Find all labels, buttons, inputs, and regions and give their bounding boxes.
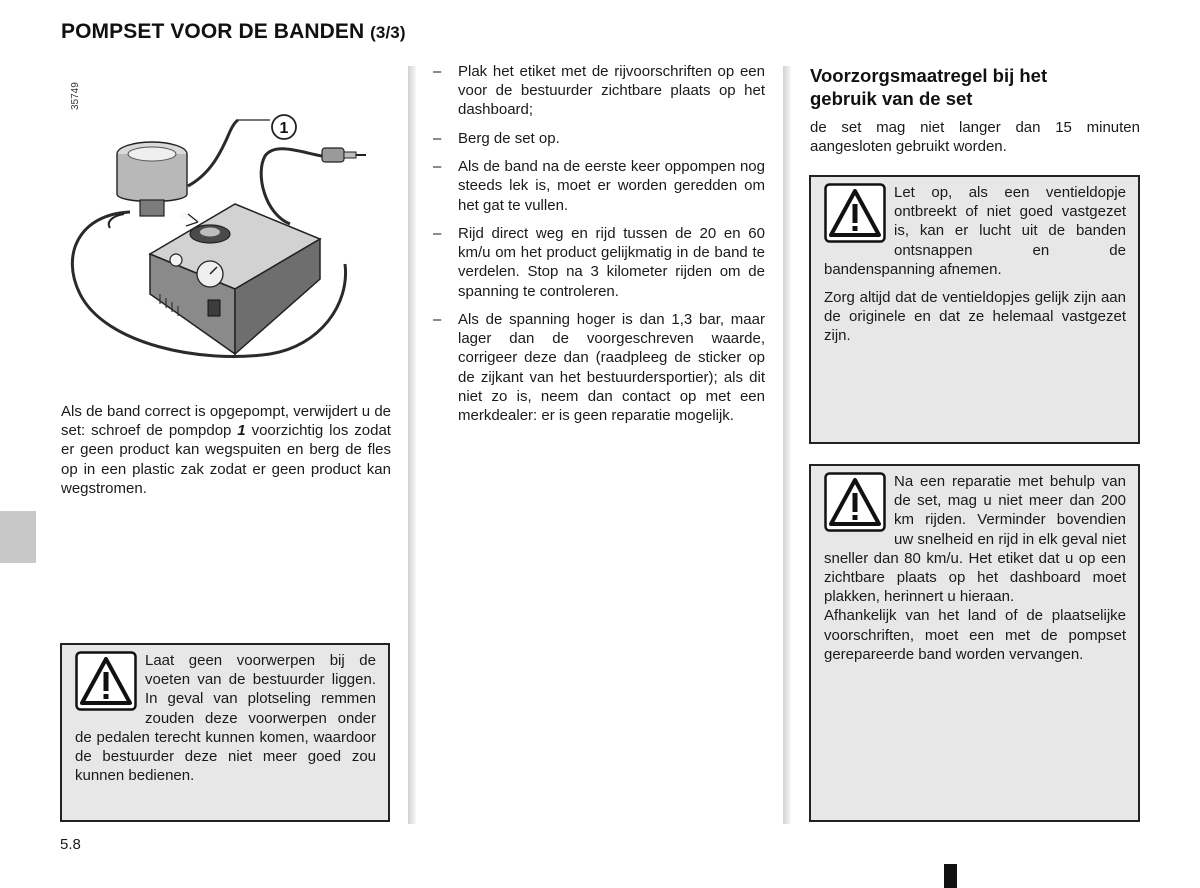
list-item: – Als de band na de eerste keer oppompen nog steeds lek is, moet er worden geredden om het gat te vullen.: [433, 158, 765, 214]
warning-text: Afhankelijk van het land of de plaatselijke voorschriften, moet een met de pompset gerepareerde band worden vervangen.: [824, 607, 1126, 663]
sealant-bottle-icon: [117, 142, 187, 216]
warning-text: Zorg altijd dat de ventieldopjes gelijk zijn aan de originele en dat ze helemaal vastgezet zijn.: [824, 289, 1126, 345]
warning-box-valve-caps: [809, 175, 1140, 444]
dash-bullet: –: [433, 224, 442, 242]
page-title-text: POMPSET VOOR DE BANDEN: [61, 20, 365, 43]
list-item: – Plak het etiket met de rijvoorschriften op een voor de bestuurder zichtbare plaats op het dashboard;: [433, 63, 765, 119]
removal-text: Als de band correct is opgepompt, verwijdert u de set: schroef de pompdop: [61, 403, 391, 440]
list-item: – Als de spanning hoger is dan 1,3 bar, maar lager dan de voorgeschreven waarde, corrigeer deze dan (raadpleeg de sticker op de zijkant van het bestuurdersportier); als dit niet zo is, neem dan contact op met een merkdealer: er is geen reparatie mogelijk.: [433, 310, 765, 424]
compressor-illustration: [60, 64, 390, 386]
dash-bullet: –: [433, 129, 442, 147]
page-number: 5.8: [60, 836, 81, 853]
warning-text: Na een reparatie met behulp van de set, mag u niet meer dan 200 km rijden. Verminder bovendien uw snelheid en rijd in elk geval niet sneller dan 80 km/u. Het etiket dat u op een zichtbare plaats op het dashboard moet plakken, herinnert u hieraan.: [824, 473, 1126, 606]
page-title-part: (3/3): [370, 23, 406, 42]
usage-paragraph: de set mag niet langer dan 15 minuten aangesloten gebruikt worden.: [810, 119, 1140, 156]
column-divider-right: [783, 66, 791, 824]
power-plug-icon: [322, 148, 366, 162]
removal-paragraph: [61, 402, 391, 498]
removal-text-cont: voorzichtig los zodat er geen product kan wegspuiten en berg de fles op in een plastic zak zodat er geen product kan wegstromen.: [61, 422, 391, 497]
dash-bullet: –: [433, 63, 442, 80]
warning-box-after-repair: [809, 464, 1140, 822]
svg-text:35749: 35749: [70, 82, 81, 110]
warning-text: Laat geen voorwerpen bij de voeten van de bestuurder liggen. In geval van plotseling remmen zouden deze voorwerpen onder de pedalen terecht kunnen komen, waardoor de bestuurder deze niet meer goed zou kunnen bedienen.: [75, 652, 376, 785]
page-title: [61, 20, 406, 44]
dash-bullet: –: [433, 158, 442, 176]
dash-bullet: –: [433, 310, 442, 328]
section-tab: [0, 511, 36, 563]
warning-triangle-icon: [824, 472, 886, 532]
list-item: – Rijd direct weg en rijd tussen de 20 en 60 km/u om het product gelijkmatig in de band te verdelen. Stop na 3 kilometer rijden om de spanning te controleren.: [433, 224, 765, 300]
column-divider-left: [408, 66, 416, 824]
warning-triangle-icon: [75, 651, 137, 711]
warning-text: Let op, als een ventieldopje ontbreekt of niet goed vastgezet is, kan er lucht uit de banden ontsnappen en de bandenspanning afnemen.: [824, 184, 1126, 278]
instruction-list: [433, 62, 765, 434]
compressor-box-icon: [150, 204, 320, 354]
warning-triangle-icon: [824, 183, 886, 243]
page-edge-mark: [944, 864, 957, 888]
callout-number: 1: [279, 120, 289, 137]
section-heading: Voorzorgsmaatregel bij het gebruik van de set: [810, 65, 1048, 109]
callout-reference: 1: [237, 422, 246, 440]
warning-box-pedals: [60, 643, 390, 822]
list-item: – Berg de set op.: [433, 129, 560, 147]
